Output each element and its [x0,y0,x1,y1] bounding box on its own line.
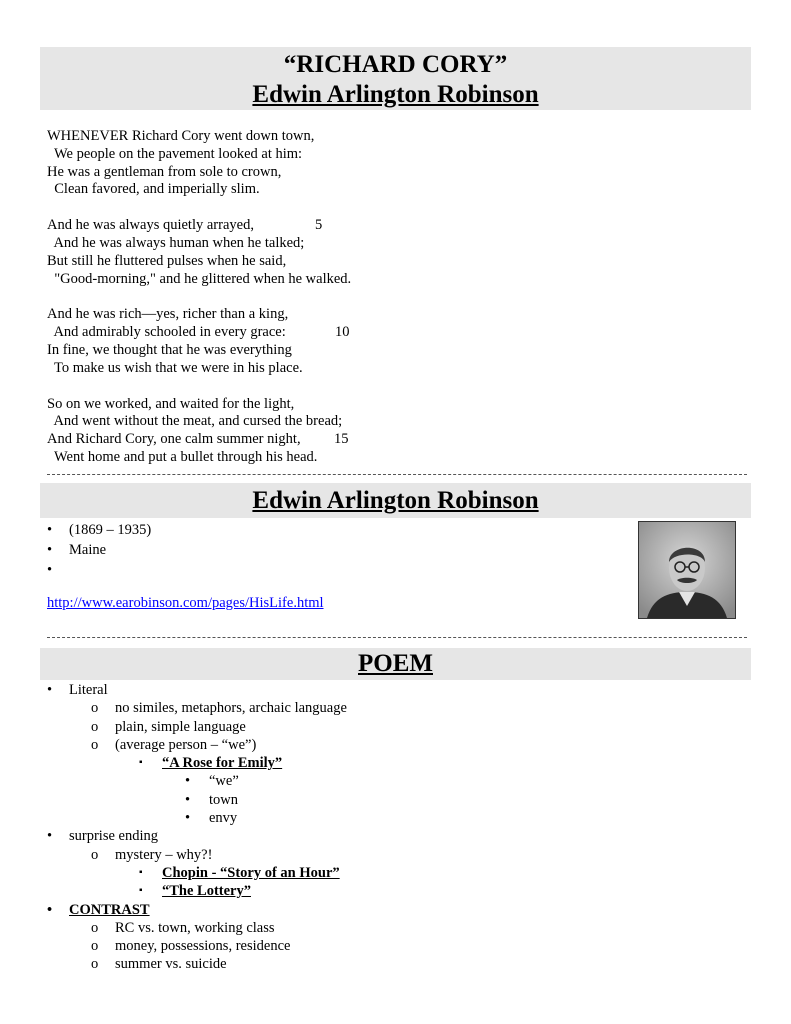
author-portrait [638,521,736,619]
bio-item: • [47,562,53,578]
bio-item: • Maine [47,542,107,558]
poem-band [40,648,751,680]
poem-line: And Richard Cory, one calm summer night, [47,431,301,448]
bio-band [40,483,751,518]
poem-line: To make us wish that we were in his place. [47,359,303,376]
bio-dates: (1869 – 1935) [69,522,152,538]
poem-line: And he was always human when he talked; [47,234,305,251]
poem-line: Went home and put a bullet through his head. [47,448,318,465]
notes-heading: POEM [358,650,433,677]
stanza-1 [47,128,351,199]
line-number: 10 [335,324,350,340]
poem-line: Clean favored, and imperially slim. [47,181,260,198]
bio-state: Maine [69,542,107,558]
stanza-2 [47,217,351,288]
line-number: 5 [315,217,323,233]
poem-line: And he was always quietly arrayed, [47,217,254,234]
poem-title: “RICHARD CORY” [283,51,508,78]
poem-line: WHENEVER Richard Cory went down town, [47,128,315,144]
poem-line: And went without the meat, and cursed the bread; [47,413,343,430]
bio-link[interactable]: http://www.earobinson.com/pages/HisLife.html [47,595,324,611]
poem-line: "Good-morning," and he glittered when he walked. [47,270,352,287]
poem-text [47,128,351,485]
bio-item: • (1869 – 1935) [47,522,152,538]
poem-line: And admirably schooled in every grace: [47,324,286,341]
poem-line: He was a gentleman from sole to crown, [47,163,282,180]
bio-heading: Edwin Arlington Robinson [252,487,539,514]
divider [47,474,747,475]
poem-line: And he was rich—yes, richer than a king, [47,306,289,323]
divider [47,637,747,638]
poem-author: Edwin Arlington Robinson [252,81,539,108]
stanza-3 [47,306,351,377]
poem-line: So on we worked, and waited for the light, [47,395,295,412]
portrait-image [639,522,735,618]
title-band [40,47,751,110]
line-number: 15 [334,431,349,447]
poem-line: In fine, we thought that he was everything [47,341,292,358]
stanza-4 [47,396,351,467]
bio-list [47,520,324,611]
poem-line: We people on the pavement looked at him: [47,145,303,162]
poem-line: But still he fluttered pulses when he said, [47,252,287,269]
